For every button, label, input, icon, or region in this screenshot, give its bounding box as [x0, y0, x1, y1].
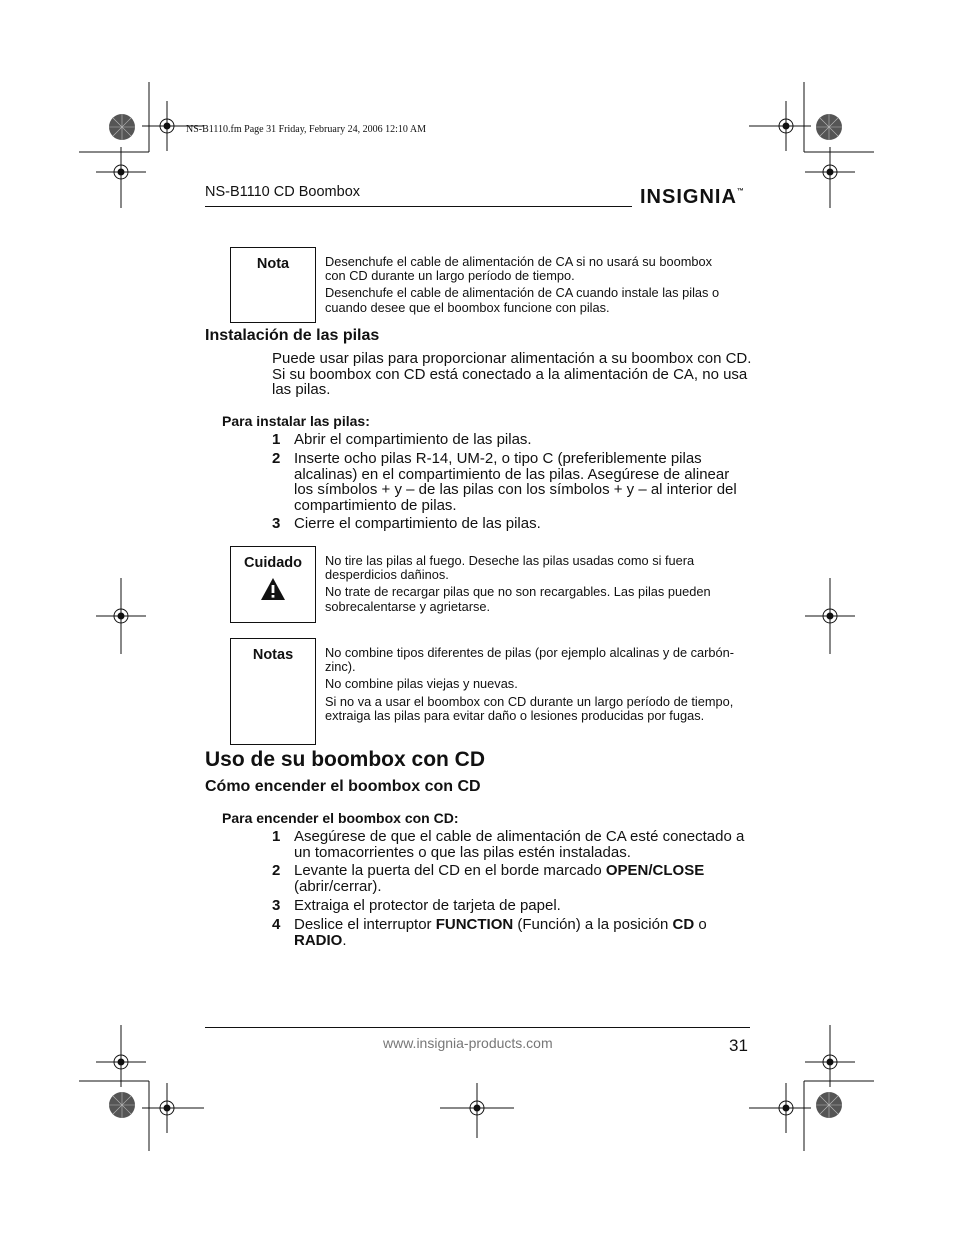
- step-text: [294, 917, 752, 948]
- notes-label-box: [230, 638, 316, 745]
- list-item: [272, 516, 752, 532]
- batteries-heading: Instalación de las pilas: [205, 327, 380, 344]
- notes-label: Notas: [252, 647, 294, 663]
- step-text-part: (Función) a la posición: [513, 916, 673, 933]
- step-text: Inserte ocho pilas R-14, UM-2, o tipo C (preferiblemente pilas alcalinas) en el compartimiento de las pilas. Asegúrese de alinear los símbolos + y – de las pilas con los símbolos + y – al interior del compartimiento de pilas.: [294, 450, 737, 514]
- step-number: 2: [272, 862, 281, 879]
- notes-line: No combine tipos diferentes de pilas (por ejemplo alcalinas y de carbón-zinc).: [325, 645, 735, 675]
- section-title: Uso de su boombox con CD: [205, 748, 486, 771]
- step-text: Extraiga el protector de tarjeta de papel.: [294, 897, 561, 914]
- note-label: Nota: [256, 256, 290, 272]
- running-title: NS-B1110 CD Boombox: [205, 184, 361, 200]
- caution-label: Cuidado: [244, 555, 302, 571]
- step-text: [294, 863, 752, 894]
- step-number: 1: [272, 828, 281, 845]
- note-line: Desenchufe el cable de alimentación de CA si no usará su boombox con CD durante un largo período de tiempo.: [325, 254, 712, 284]
- notes-text: [325, 646, 735, 726]
- list-item: [272, 451, 752, 513]
- step-text: Cierre el compartimiento de las pilas.: [294, 515, 541, 532]
- list-item: [272, 829, 752, 860]
- footer-rule: [205, 1027, 750, 1028]
- caution-line: No tire las pilas al fuego. Deseche las pilas usadas como si fuera desperdicios dañinos.: [325, 553, 695, 583]
- radio-label: RADIO: [294, 931, 343, 949]
- batteries-procedure-title: Para instalar las pilas:: [222, 413, 370, 429]
- warning-triangle-icon: [260, 577, 286, 601]
- slug-line: NS-B1110.fm Page 31 Friday, February 24, 2006 12:10 AM: [186, 124, 426, 135]
- cd-label: CD: [672, 916, 695, 933]
- caution-label-box: [230, 546, 316, 623]
- step-number: 3: [272, 515, 281, 532]
- step-number: 2: [272, 450, 281, 467]
- function-label: FUNCTION: [435, 916, 514, 933]
- brand-name: INSIGNIA: [640, 186, 737, 208]
- step-text-part: (abrir/cerrar).: [294, 877, 382, 895]
- step-number: 4: [272, 916, 281, 933]
- caution-text: [325, 554, 735, 617]
- step-text: Asegúrese de que el cable de alimentación de CA esté conectado a un tomacorrientes o que las pilas estén instaladas.: [294, 828, 745, 861]
- note-label-box: [230, 247, 316, 323]
- caution-line: No trate de recargar pilas que no son recargables. Las pilas pueden sobrecalentarse y agrietarse.: [325, 584, 711, 614]
- trademark-mark: ™: [736, 188, 744, 195]
- page-number: 31: [729, 1036, 748, 1055]
- notes-line: No combine pilas viejas y nuevas.: [325, 676, 518, 692]
- power-on-heading: Cómo encender el boombox con CD: [205, 778, 481, 795]
- step-text-part: o: [694, 916, 707, 933]
- step-text-part: Deslice el interruptor: [294, 916, 436, 933]
- open-close-label: OPEN/CLOSE: [605, 862, 705, 879]
- step-text-part: Levante la puerta del CD en el borde marcado: [294, 862, 606, 879]
- batteries-intro: Puede usar pilas para proporcionar alimentación a su boombox con CD. Si su boombox con CD está conectado a la alimentación de CA, no usa las pilas.: [272, 350, 752, 399]
- note-line: Desenchufe el cable de alimentación de CA cuando instale las pilas o cuando desee que el boombox funcione con pilas.: [325, 285, 720, 315]
- brand-logo: [640, 186, 744, 209]
- header-rule: [205, 206, 632, 207]
- list-item: [272, 898, 752, 914]
- list-item: [272, 917, 752, 948]
- footer-url: www.insignia-products.com: [383, 1035, 553, 1051]
- list-item: [272, 432, 752, 448]
- list-item: [272, 863, 752, 894]
- step-number: 1: [272, 431, 281, 448]
- step-text: Abrir el compartimiento de las pilas.: [294, 431, 532, 448]
- notes-line: Si no va a usar el boombox con CD durante un largo período de tiempo, extraiga las pilas para evitar daño o lesiones producidas por fugas.: [325, 693, 734, 723]
- step-number: 3: [272, 897, 281, 914]
- power-on-procedure-title: Para encender el boombox con CD:: [222, 810, 459, 826]
- step-text-part: .: [342, 931, 347, 949]
- note-text: [325, 255, 735, 318]
